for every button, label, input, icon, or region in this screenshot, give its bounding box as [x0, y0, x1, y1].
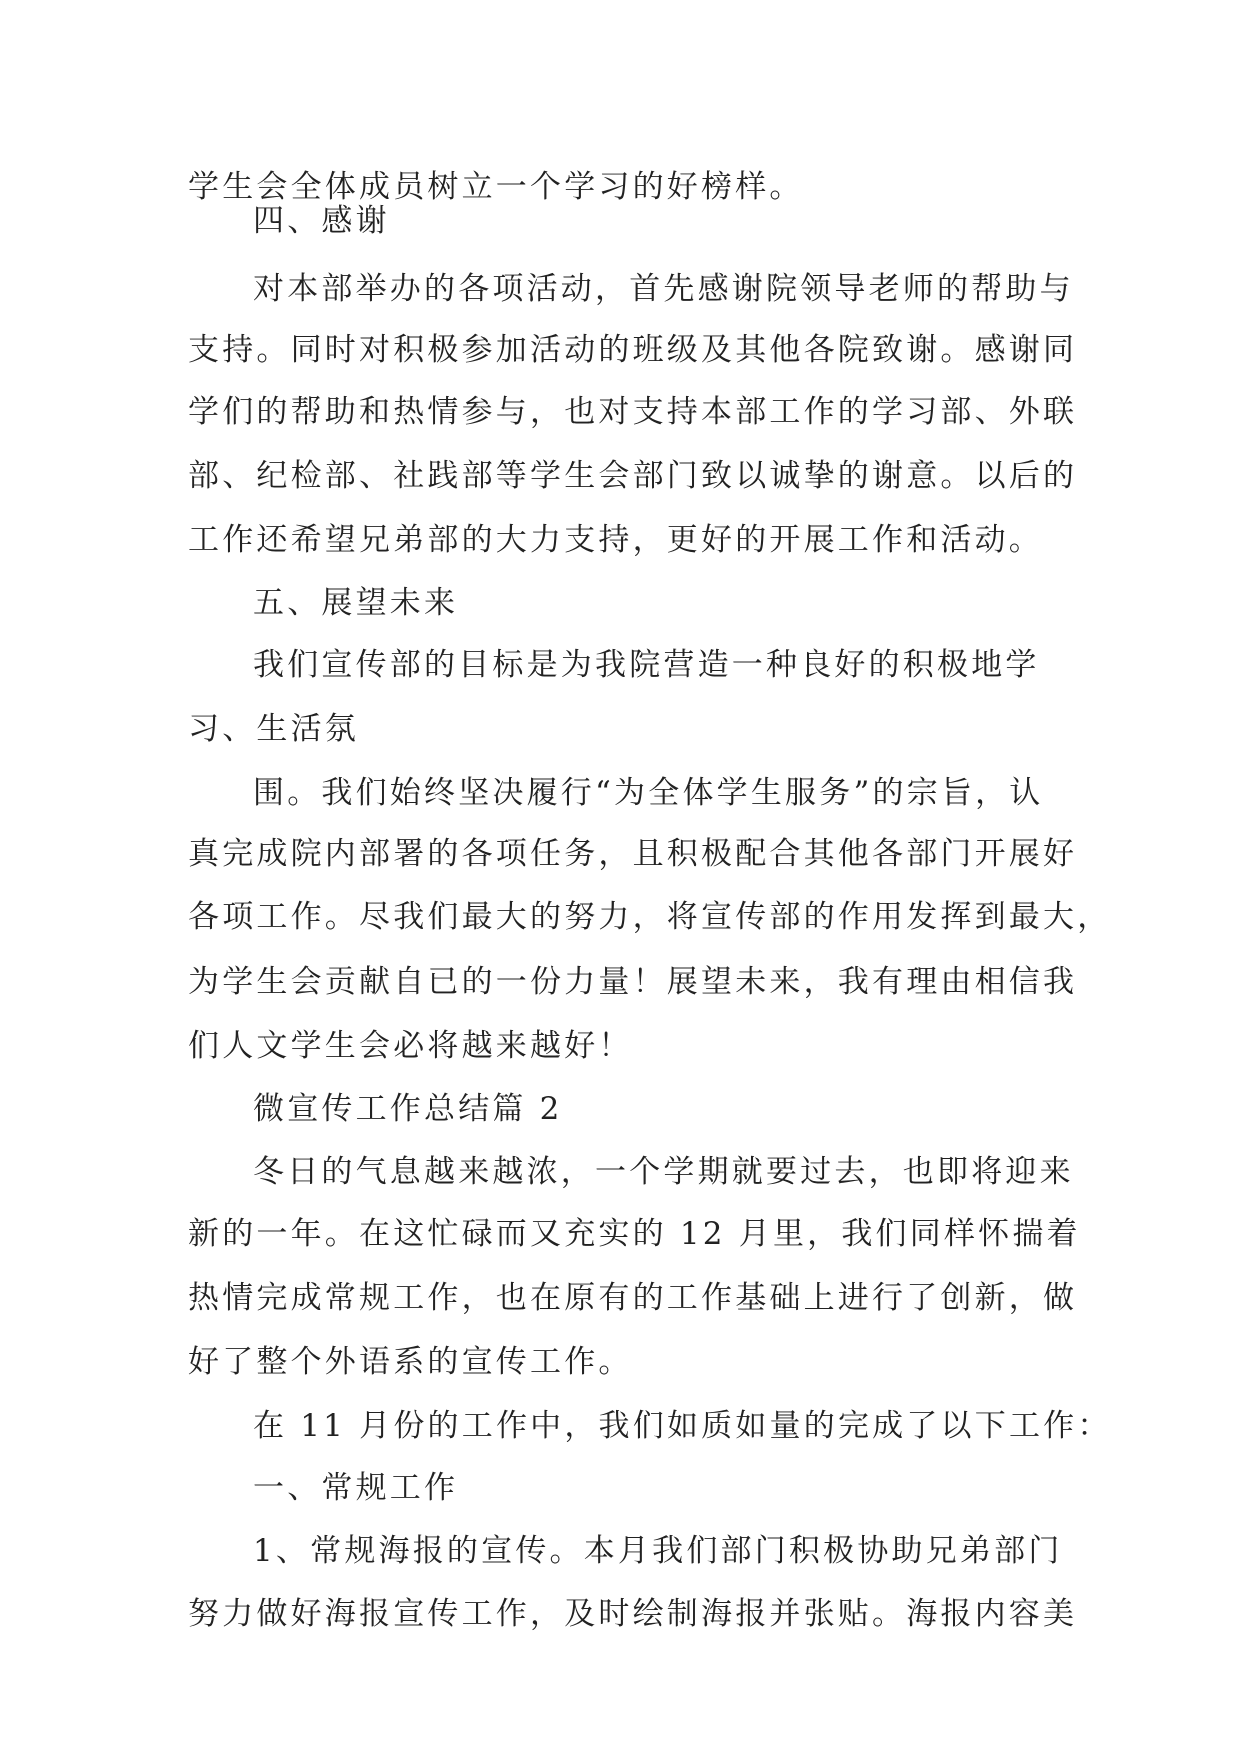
paragraph-5-line-3: 热情完成常规工作，也在原有的工作基础上进行了创新，做: [188, 1280, 1078, 1316]
paragraph-7-line-2: 努力做好海报宣传工作，及时绘制海报并张贴。海报内容美: [188, 1596, 1078, 1632]
paragraph-4-line-1: 围。我们始终坚决履行“为全体学生服务”的宗旨，认: [253, 775, 1044, 811]
paragraph-7-line-1: 1、常规海报的宣传。本月我们部门积极协助兄弟部门: [253, 1533, 1063, 1569]
heading-one-regular-work: 一、常规工作: [253, 1470, 459, 1506]
heading-five-future: 五、展望未来: [253, 585, 459, 621]
paragraph-5-line-2: 新的一年。在这忙碌而又充实的 12 月里，我们同样怀揣着: [188, 1216, 1081, 1252]
paragraph-2-line-2: 支持。同时对积极参加活动的班级及其他各院致谢。感谢同: [188, 332, 1078, 368]
paragraph-2-line-1: 对本部举办的各项活动，首先感谢院领导老师的帮助与: [253, 271, 1074, 307]
paragraph-2-line-4: 部、纪检部、社践部等学生会部门致以诚挚的谢意。以后的: [188, 458, 1078, 494]
paragraph-2-line-5: 工作还希望兄弟部的大力支持，更好的开展工作和活动。: [188, 522, 1043, 558]
paragraph-3-line-2: 习、生活氛: [188, 711, 359, 747]
paragraph-4-line-5: 们人文学生会必将越来越好！: [188, 1028, 633, 1064]
section-title: 微宣传工作总结篇 2: [253, 1091, 563, 1127]
paragraph-2-line-3: 学们的帮助和热情参与，也对支持本部工作的学习部、外联: [188, 394, 1078, 430]
paragraph-5-line-1: 冬日的气息越来越浓，一个学期就要过去，也即将迎来: [253, 1154, 1074, 1190]
paragraph-6-line-1: 在 11 月份的工作中，我们如质如量的完成了以下工作：: [253, 1408, 1112, 1444]
paragraph-3-line-1: 我们宣传部的目标是为我院营造一种良好的积极地学: [253, 647, 1040, 683]
paragraph-4-line-4: 为学生会贡献自已的一份力量！展望未来，我有理由相信我: [188, 964, 1078, 1000]
heading-four-thanks: 四、感谢: [253, 203, 390, 239]
paragraph-1-line-1: 学生会全体成员树立一个学习的好榜样。: [188, 169, 804, 205]
paragraph-4-line-3: 各项工作。尽我们最大的努力，将宣传部的作用发挥到最大，: [188, 899, 1112, 935]
paragraph-5-line-4: 好了整个外语系的宣传工作。: [188, 1344, 633, 1380]
paragraph-4-line-2: 真完成院内部署的各项任务，且积极配合其他各部门开展好: [188, 836, 1078, 872]
